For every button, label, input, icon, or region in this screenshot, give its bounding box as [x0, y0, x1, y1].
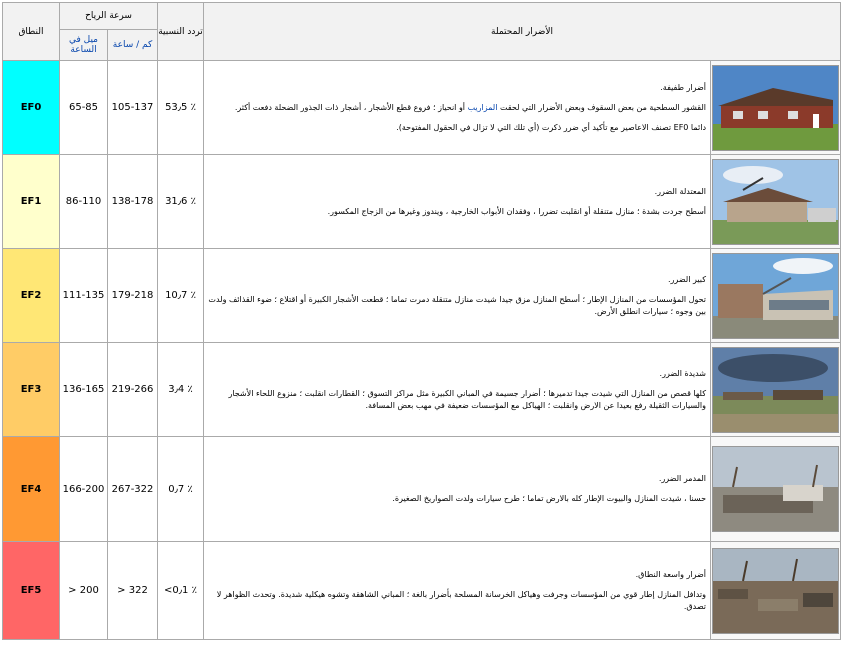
damage-details: أسطح جردت بشدة ؛ منازل متنقلة أو انقلبت تضررا ، وفقدان الأبواب الخارجية ، ويندوز وغيرها من الزجاج المكسور.	[327, 206, 707, 216]
damage-description	[204, 249, 711, 343]
photo-cell	[711, 437, 841, 542]
damage-description	[204, 343, 711, 437]
gutters-link[interactable]: المزاريب	[467, 102, 498, 112]
damage-details: كلها قصص من المنازل التي شيدت جيدا تدميرها ؛ أضرار جسيمة في المباني الكبيرة مثل مراكز التسوق ؛ القطارات انقلبت ؛ منزوع اللحاء الأشجار والسيارات الثقيلة رفع بعيدا عن الارض وانقلبت ؛ الهياكل مع المؤسسات ضعيفة في مهب بعض المسافة.	[228, 388, 707, 410]
kmh-value: 267-322	[108, 437, 158, 542]
scale-label: EF5	[3, 542, 60, 640]
damage-description	[204, 437, 711, 542]
scale-label: EF1	[3, 155, 60, 249]
photo-cell	[711, 155, 841, 249]
kmh-value: 138-178	[108, 155, 158, 249]
frequency-value: 53٫5 ٪	[158, 61, 204, 155]
damage-text-part: القشور السطحية من بعض السقوف وبعض الأضرار التي لحقت	[497, 102, 707, 112]
photo-cell	[711, 61, 841, 155]
destroyed-neighborhood-photo[interactable]	[712, 347, 839, 433]
damage-level: شديدة الضرر.	[659, 368, 707, 378]
damage-description	[204, 61, 711, 155]
debris-field-photo[interactable]	[712, 548, 839, 634]
kmh-value: 179-218	[108, 249, 158, 343]
damage-note: دائما EF0 تصنف الاعاصير مع تأكيد أي ضرر ذكرت (أي تلك التي لا تزال في الحقول المفتوحة).	[396, 122, 707, 132]
damage-details: وتدافل المنازل إطار قوي من المؤسسات وجرفت وهياكل الخرسانة المسلحة بأضرار بالغة ؛ المباني الشاهقة وتشوه هيكلية شديدة. وتحدث الظواهر لا تصدق.	[216, 589, 707, 611]
frequency-value: 31٫6 ٪	[158, 155, 204, 249]
mph-value: 136-165	[60, 343, 108, 437]
kmh-value: 219-266	[108, 343, 158, 437]
mph-value: > 200	[60, 542, 108, 640]
damage-details: تحول المؤسسات من المنازل الإطار ؛ أسطح المنازل مزق جيدا شيدت منازل متنقلة دمرت تماما ؛ قطعت الأشجار الكبيرة أو اقتلاع ؛ ضوء القذائف ولدت بين وجوه ؛ سيارات انطلق الأرض.	[208, 294, 707, 316]
scale-row-ef1	[3, 155, 841, 249]
frequency-value: 10٫7 ٪	[158, 249, 204, 343]
mph-value: 86-110	[60, 155, 108, 249]
enhanced-fujita-scale-table	[2, 2, 841, 640]
header-kmh-link[interactable]: كم / ساعة	[108, 30, 158, 61]
header-frequency: تردد النسبية	[158, 3, 204, 61]
scale-label: EF0	[3, 61, 60, 155]
damage-level: كبير الضرر.	[668, 274, 707, 284]
damage-level: المعتدلة الضرر.	[654, 186, 707, 196]
damage-details: حسنا ، شيدت المنازل والبيوت الإطار كله بالارض تماما ؛ طرح سيارات ولدت الصواريخ الصغيرة.	[392, 494, 707, 503]
mph-value: 111-135	[60, 249, 108, 343]
frequency-value: <0٫1 ٪	[158, 542, 204, 640]
scale-label: EF2	[3, 249, 60, 343]
scale-row-ef4	[3, 437, 841, 542]
photo-cell	[711, 343, 841, 437]
frequency-value: 0٫7 ٪	[158, 437, 204, 542]
damage-text-part: أو انحياز ؛ فروع قطع الأشجار ، أشجار ذات الجذور الضحلة دفعت أكثر.	[234, 102, 468, 112]
kmh-value: 105-137	[108, 61, 158, 155]
header-mph-link[interactable]: ميل في الساعة	[60, 30, 108, 61]
scale-label: EF3	[3, 343, 60, 437]
damage-level: أضرار واسعة النطاق.	[635, 569, 707, 579]
damage-description	[204, 542, 711, 640]
roof-stripped-house-photo[interactable]	[712, 159, 839, 245]
damage-description	[204, 155, 711, 249]
frequency-value: 3٫4 ٪	[158, 343, 204, 437]
photo-cell	[711, 249, 841, 343]
damage-level: أضرار طفيفة.	[660, 82, 707, 92]
mph-value: 65-85	[60, 61, 108, 155]
leveled-house-photo[interactable]	[712, 446, 839, 532]
photo-cell	[711, 542, 841, 640]
damaged-building-photo[interactable]	[712, 253, 839, 339]
scale-row-ef3	[3, 343, 841, 437]
scale-row-ef2	[3, 249, 841, 343]
scale-label: EF4	[3, 437, 60, 542]
kmh-value: > 322	[108, 542, 158, 640]
scale-row-ef0	[3, 61, 841, 155]
damage-details	[208, 102, 706, 114]
header-scale: النطاق	[3, 3, 60, 61]
house-minor-damage-photo[interactable]	[712, 65, 839, 151]
scale-row-ef5	[3, 542, 841, 640]
header-wind-speed: سرعة الرياح	[60, 3, 158, 30]
damage-level: المدمر الضرر.	[658, 474, 707, 483]
header-potential-damage: الأضرار المحتملة	[204, 3, 841, 61]
mph-value: 166-200	[60, 437, 108, 542]
